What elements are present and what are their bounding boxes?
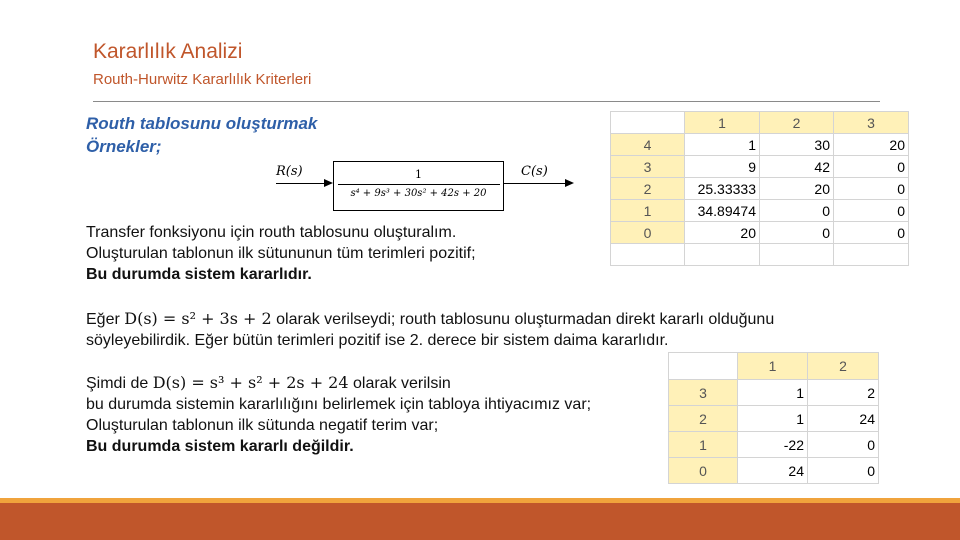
paragraph-1: [86, 222, 476, 285]
slide-title: Kararlılık Analizi: [93, 40, 243, 63]
paragraph-3: [86, 372, 591, 457]
column-header: 3: [834, 112, 909, 134]
routh-table-2: [668, 352, 879, 484]
table-cell: 30: [760, 134, 834, 156]
paragraph-1-conclusion: Bu durumda sistem kararlıdır.: [86, 266, 312, 283]
column-header: 1: [685, 112, 760, 134]
table-cell: 1: [685, 134, 760, 156]
empty-cell: [760, 244, 834, 266]
table-row: [669, 458, 879, 484]
empty-cell: [685, 244, 760, 266]
tf-denominator: s⁴ + 9s³ + 30s² + 42s + 20: [350, 188, 487, 199]
tf-fraction-line: [338, 184, 500, 185]
row-header: 4: [611, 134, 685, 156]
section-heading: Routh tablosunu oluşturmak: [86, 114, 318, 133]
table-corner: [611, 112, 685, 134]
routh-table-2-header-row: [669, 353, 879, 380]
input-arrow-head: [324, 179, 333, 187]
table-cell: 34.89474: [685, 200, 760, 222]
table-row: [669, 406, 879, 432]
transfer-function-box: [333, 161, 504, 211]
table-row: [669, 432, 879, 458]
paragraph-2-equation: D(s) = s² + 3s + 2: [124, 309, 272, 328]
column-header: 2: [808, 353, 879, 380]
paragraph-2-line-1: [86, 308, 886, 330]
paragraph-3-text: olarak verilsin: [353, 375, 451, 392]
output-arrow-head: [565, 179, 574, 187]
table-cell: 0: [834, 200, 909, 222]
title-divider: [93, 101, 880, 102]
output-label: C(s): [521, 164, 548, 179]
table-cell: 20: [760, 178, 834, 200]
row-header: 3: [611, 156, 685, 178]
table-cell: 24: [808, 406, 879, 432]
routh-table-1-header-row: [611, 112, 909, 134]
table-cell: 0: [834, 178, 909, 200]
table-row: [611, 222, 909, 244]
row-header: 3: [669, 380, 738, 406]
row-header: 1: [669, 432, 738, 458]
paragraph-2-line-2: söyleyebilirdik. Eğer bütün terimleri pozitif ise 2. derece bir sistem daima kararlıdır.: [86, 332, 669, 349]
examples-heading: Örnekler;: [86, 137, 162, 156]
table-cell: 25.33333: [685, 178, 760, 200]
paragraph-3-equation: D(s) = s³ + s² + 2s + 24: [152, 373, 349, 392]
table-cell: 42: [760, 156, 834, 178]
table-cell: 20: [685, 222, 760, 244]
table-cell: 0: [760, 222, 834, 244]
output-arrow: [504, 183, 566, 184]
table-cell: 2: [808, 380, 879, 406]
table-row: [611, 134, 909, 156]
table-cell: -22: [738, 432, 808, 458]
column-header: 2: [760, 112, 834, 134]
paragraph-3-conclusion: Bu durumda sistem kararlı değildir.: [86, 438, 354, 455]
table-cell: 0: [834, 156, 909, 178]
empty-cell: [611, 244, 685, 266]
column-header: 1: [738, 353, 808, 380]
input-label: R(s): [276, 164, 303, 179]
row-header: 0: [611, 222, 685, 244]
table-cell: 24: [738, 458, 808, 484]
paragraph-3-line-1: [86, 372, 591, 394]
row-header: 2: [669, 406, 738, 432]
table-cell: 0: [808, 458, 879, 484]
table-cell: 0: [834, 222, 909, 244]
table-row: [611, 178, 909, 200]
paragraph-3-prefix: Şimdi de: [86, 375, 149, 392]
table-row: [611, 200, 909, 222]
table-row: [669, 380, 879, 406]
paragraph-3-line-2: bu durumda sistemin kararlılığını belirlemek için tabloya ihtiyacımız var;: [86, 396, 592, 413]
paragraph-2-prefix: Eğer: [86, 311, 120, 328]
table-cell: 1: [738, 406, 808, 432]
table-corner: [669, 353, 738, 380]
paragraph-2: [86, 308, 886, 351]
paragraph-3-line-3: Oluşturulan tablonun ilk sütunda negatif terim var;: [86, 417, 439, 434]
table-cell: 0: [808, 432, 879, 458]
table-cell: 0: [760, 200, 834, 222]
slide-subtitle: Routh-Hurwitz Kararlılık Kriterleri: [93, 71, 312, 88]
input-arrow: [276, 183, 324, 184]
footer-bar: [0, 503, 960, 540]
paragraph-2-text: olarak verilseydi; routh tablosunu oluşturmadan direkt kararlı olduğunu: [276, 311, 775, 328]
tf-numerator: 1: [415, 168, 422, 181]
row-header: 1: [611, 200, 685, 222]
row-header: 0: [669, 458, 738, 484]
table-cell: 20: [834, 134, 909, 156]
paragraph-1-line-1: Transfer fonksiyonu için routh tablosunu oluşturalım.: [86, 224, 457, 241]
table-cell: 9: [685, 156, 760, 178]
table-empty-row: [611, 244, 909, 266]
paragraph-1-line-2: Oluşturulan tablonun ilk sütununun tüm terimleri pozitif;: [86, 245, 476, 262]
table-row: [611, 156, 909, 178]
row-header: 2: [611, 178, 685, 200]
empty-cell: [834, 244, 909, 266]
routh-table-1: [610, 111, 909, 266]
table-cell: 1: [738, 380, 808, 406]
